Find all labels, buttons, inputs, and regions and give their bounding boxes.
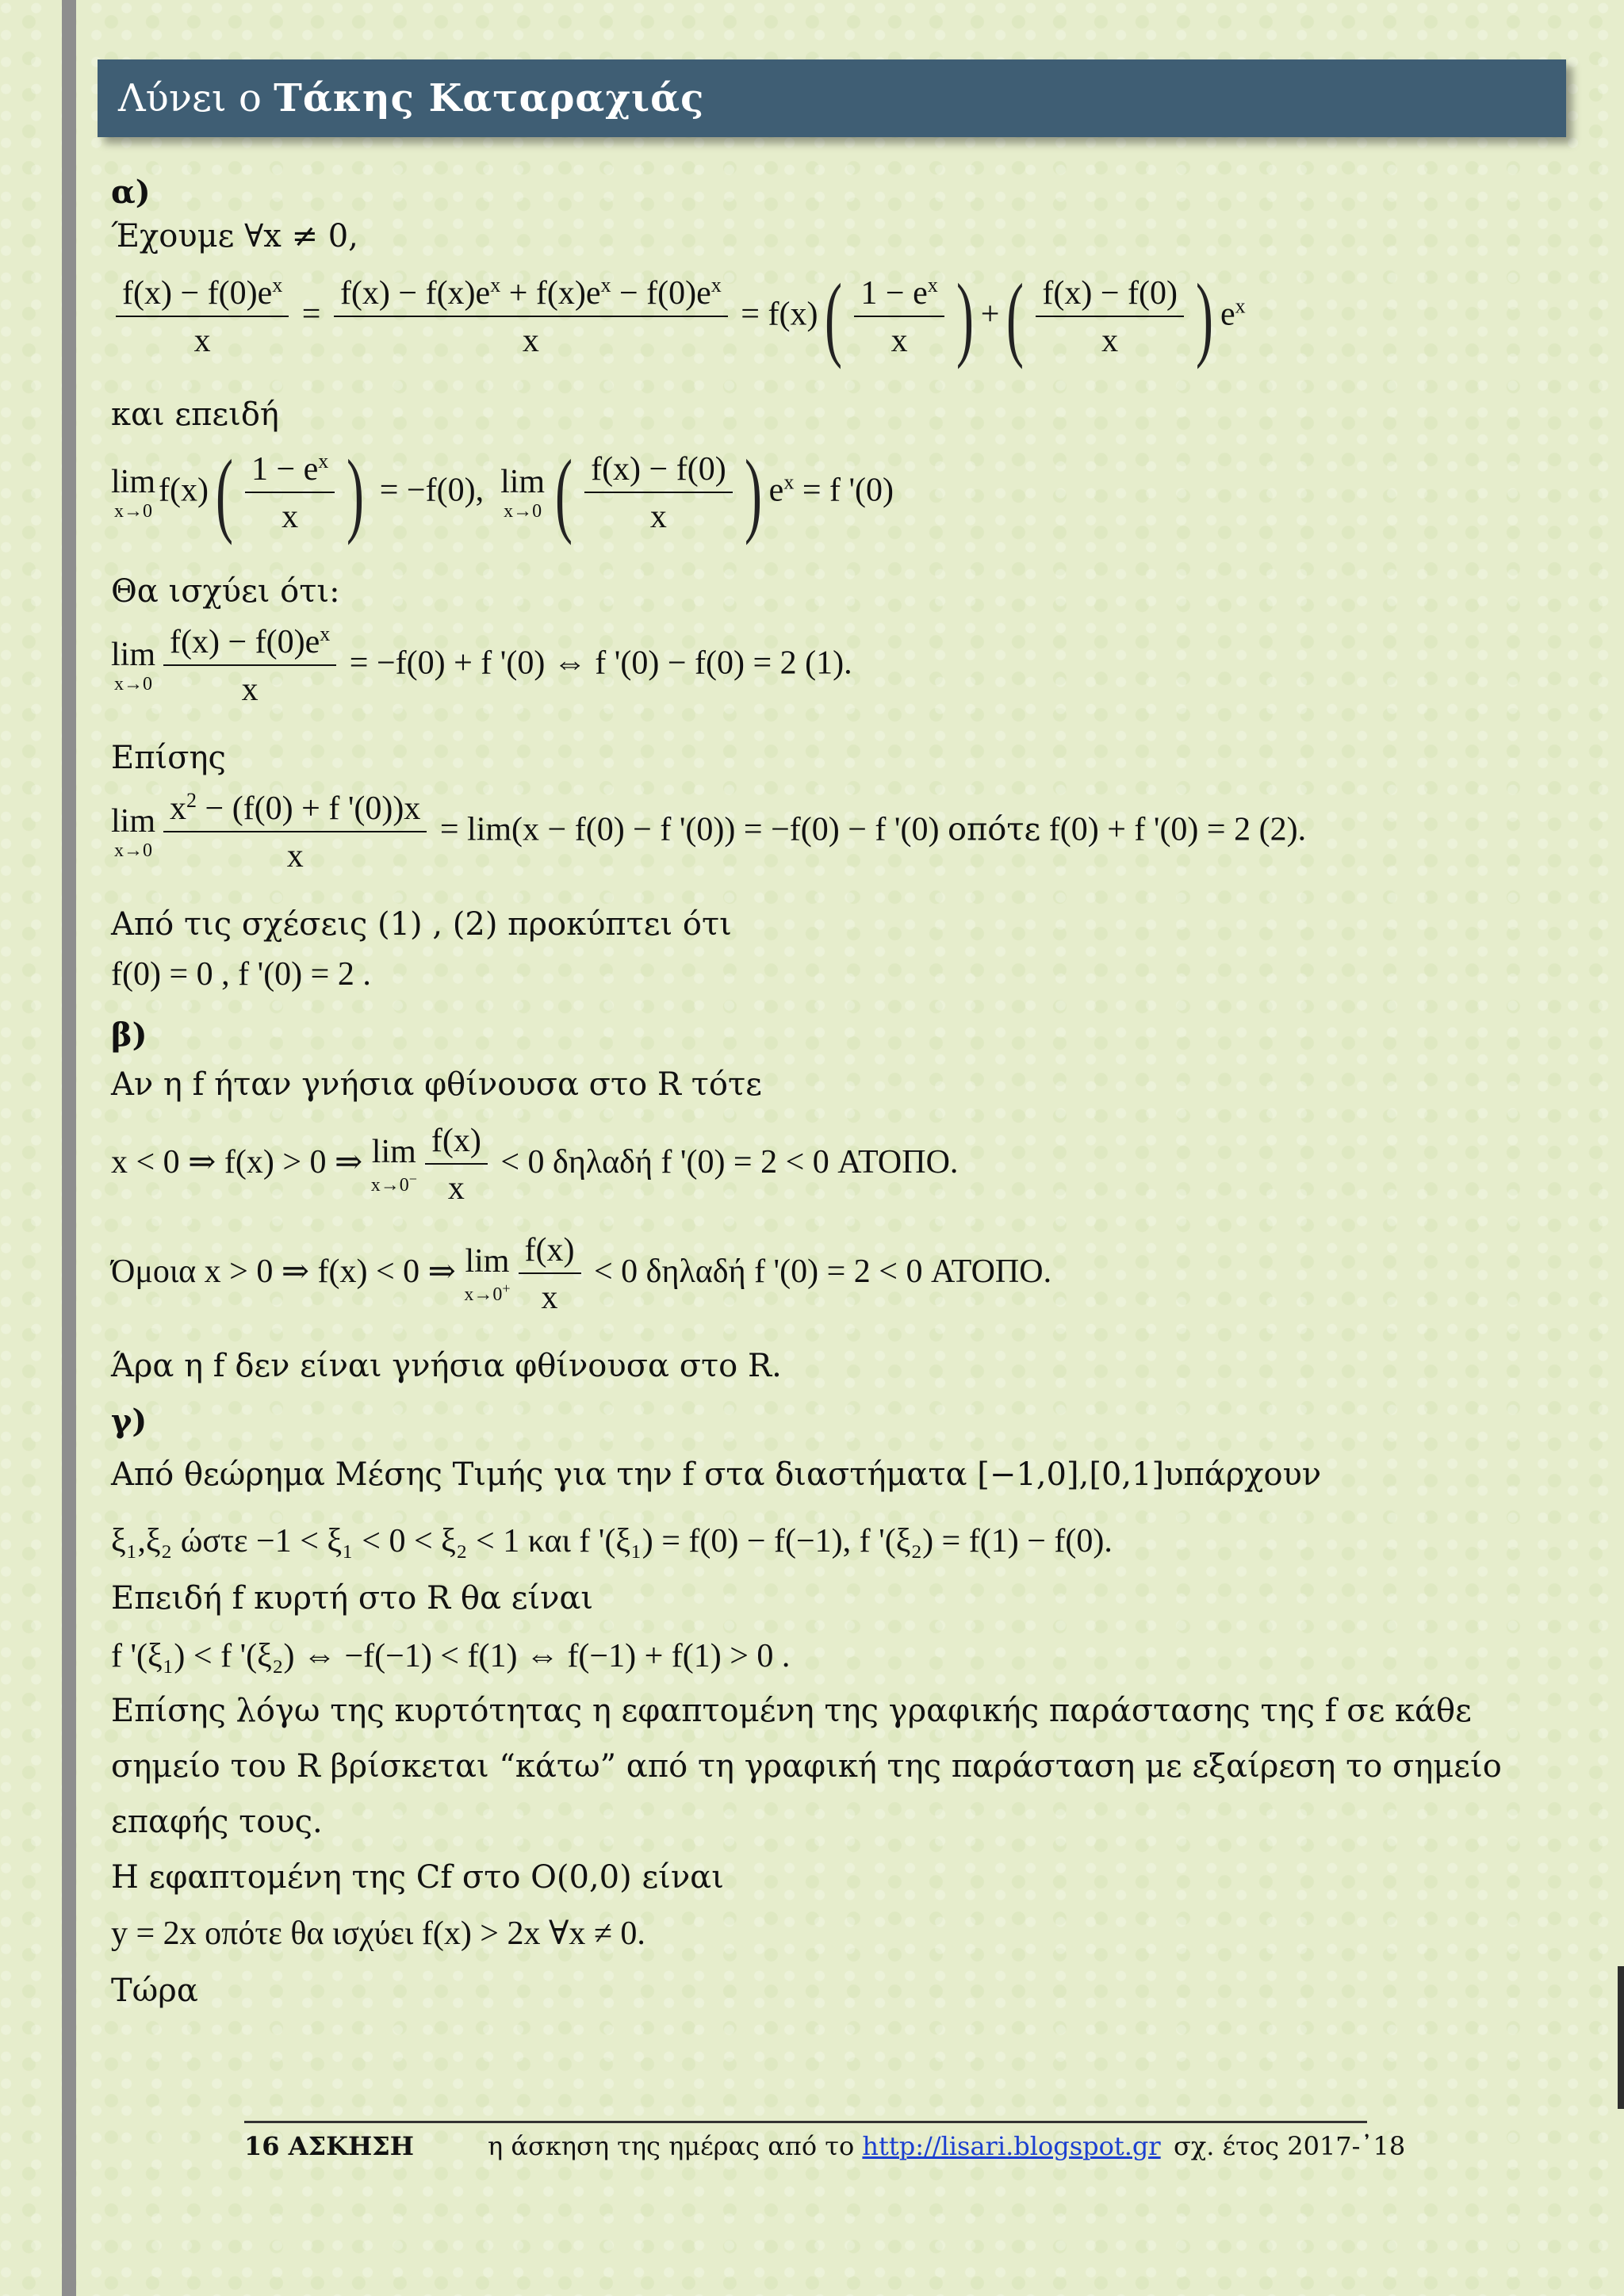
header-title: [118, 59, 704, 137]
term: < 0 δηλαδή f '(0) = 2 < 0 ΑΤΟΠΟ.: [500, 1143, 959, 1181]
frac-den: x: [282, 499, 299, 536]
b-line1: Αν η f ήταν γνήσια φθίνουσα στο R τότε: [111, 1066, 762, 1103]
header-author: Τάκης Καταραχιάς: [274, 76, 705, 121]
lim: [371, 1135, 417, 1195]
c-line8: Η εφαπτομένη της Cf στο O(0,0) είναι: [111, 1859, 724, 1896]
lim-text: lim: [500, 463, 546, 500]
a-line1: Έχουμε ∀x ≠ 0,: [111, 218, 358, 254]
term: = f '(0): [802, 472, 894, 509]
term: f(0) + f '(0) = 2 (2).: [1048, 811, 1307, 848]
term: e: [768, 472, 784, 509]
frac: $\frac{1 - e^x}{x}$: [854, 274, 944, 361]
paren: ): [347, 439, 365, 545]
frac-num: − f(0)e: [611, 275, 711, 312]
page-edge-mark: [1618, 1966, 1624, 2109]
frac: $\frac{1 - e^x}{x}$: [245, 450, 335, 537]
lim-text: lim: [111, 802, 156, 840]
lim: [464, 1242, 511, 1305]
a-also: Επίσης: [111, 740, 226, 776]
frac-den: x: [193, 323, 211, 360]
lim-sub: x→0−: [370, 1170, 417, 1196]
term: = −f(0),: [379, 472, 485, 509]
a-and-since: και επειδή: [111, 396, 279, 433]
frac-den: x: [1101, 322, 1119, 359]
frac-den: x: [241, 672, 259, 709]
footer-exercise-number: 16 ΑΣΚΗΣΗ: [244, 2131, 415, 2161]
frac: [584, 450, 733, 537]
frac-num: f(x): [519, 1231, 581, 1274]
a-limits: lim x→0 f(x)( $\frac{1 - e^x}{x}$ ) = −f(0), lim x→0 ( $\frac{f(x) - f(0)}{x}$ ) $e^x = f$ '(0): [111, 439, 894, 545]
term: οπότε: [947, 811, 1041, 848]
frac: [519, 1231, 581, 1318]
section-a-label: α): [111, 174, 151, 211]
frac-num: 1 − e: [860, 275, 928, 312]
frac-den: x: [541, 1280, 558, 1317]
paren: (: [215, 439, 233, 545]
left-margin-bar: [62, 0, 76, 2296]
lim-sub: x→0: [504, 500, 542, 522]
lim: [111, 465, 155, 521]
term: < 0 δηλαδή f '(0) = 2 < 0 ΑΤΟΠΟ.: [594, 1253, 1052, 1290]
term: = −f(0) + f '(0) ⇔ f '(0) − f(0) = 2 (1).: [349, 645, 852, 682]
frac-den: x: [447, 1170, 465, 1207]
frac: $\frac{f(x) - f(0)e^x}{x}$: [116, 274, 289, 361]
footer-source: [488, 2131, 1161, 2161]
footer-source-text: η άσκηση της ημέρας από το: [488, 2131, 855, 2161]
paren: ): [744, 439, 762, 545]
c-line9: y = 2x οπότε θα ισχύει f(x) > 2x ∀x ≠ 0.: [111, 1915, 645, 1952]
frac-num: f(x) − f(0): [1036, 274, 1184, 317]
frac-num: f(x) − f(x)e: [339, 275, 491, 312]
lim-sub-text: x→0: [370, 1174, 409, 1196]
lim-text: lim: [465, 1242, 510, 1280]
lim-sub: x→0: [114, 500, 152, 522]
term: Όμοια x > 0 ⇒ f(x) < 0 ⇒: [111, 1253, 456, 1290]
c-line6: σημείο του R βρίσκεται “κάτω” από τη γραφική της παράσταση με εξαίρεση το σημείο: [111, 1748, 1502, 1785]
section-b-label: β): [111, 1016, 147, 1054]
a-equation1: $\frac{f(x) - f(0)e^x}{x}$ = $\frac{f(x) - f(x)e^x + f(x)e^x - f(0)e^x}{x}$ = f(x)( $\frac{1 - e^x}{x}$ ) +( $\frac{f(x) - f(0)}{x}$ ) $e^x$: [111, 274, 1246, 361]
frac-den: x: [286, 838, 304, 875]
lim: [111, 638, 155, 694]
lim-text: lim: [111, 463, 156, 500]
term: = f(x): [741, 296, 818, 333]
frac: $\frac{f(x) - f(0)e^x}{x}$: [163, 622, 336, 710]
frac-num: f(x) − f(0): [584, 450, 733, 493]
c-line1: Από θεώρημα Μέσης Τιμής για την f στα διαστήματα [−1,0],[0,1]υπάρχουν: [111, 1456, 1322, 1493]
frac-num: 1 − e: [251, 451, 319, 488]
frac: [425, 1122, 488, 1208]
a-equation4: [111, 789, 1306, 876]
c-line7: επαφής τους.: [111, 1804, 323, 1840]
frac-den: x: [649, 498, 667, 535]
frac-den: x: [891, 323, 908, 360]
frac: [1036, 274, 1184, 361]
term: = lim(x − f(0) − f '(0)) = −f(0) − f '(0): [439, 811, 940, 848]
frac-num: x: [170, 790, 187, 827]
paren: (: [1006, 263, 1025, 369]
lim-text: lim: [111, 636, 156, 673]
lim-sub: x→0+: [464, 1280, 511, 1305]
term: f(x): [159, 472, 209, 509]
c-line10: Τώρα: [111, 1973, 198, 2009]
paren: (: [825, 263, 843, 369]
header-prefix: Λύνει ο: [118, 76, 262, 121]
lim: [111, 802, 156, 861]
frac: $\frac{f(x) - f(x)e^x + f(x)e^x - f(0)e^x}{x}$: [334, 274, 728, 361]
frac-den: x: [522, 323, 539, 360]
a-equation3: [111, 622, 852, 710]
b-conclusion: Άρα η f δεν είναι γνήσια φθίνουσα στο R.: [111, 1348, 782, 1384]
c-line4: f '(ξ₁) < f '(ξ₂) ⇔ −f(−1) < f(1) ⇔ f(−1) + f(1) > 0 .: [111, 1638, 791, 1674]
c-line2: ξ₁,ξ₂ ώστε −1 < ξ₁ < 0 < ξ₂ < 1 και f '(ξ₁) = f(0) − f(−1), f '(ξ₂) = f(1) − f(0).: [111, 1523, 1113, 1559]
c-line5: Επίσης λόγω της κυρτότητας η εφαπτομένη της γραφικής παράστασης της f σε κάθε: [111, 1693, 1472, 1729]
frac-num: − (f(0) + f '(0))x: [197, 790, 421, 827]
footer-link[interactable]: http://lisari.blogspot.gr: [862, 2131, 1161, 2161]
lim-sub-text: x→0: [464, 1284, 503, 1305]
lim-sub: x→0: [114, 840, 152, 861]
frac-num: f(x) − f(0)e: [170, 624, 320, 660]
paren: ): [956, 263, 974, 369]
c-line3: Επειδή f κυρτή στο R θα είναι: [111, 1580, 594, 1617]
b-line3: [111, 1231, 1051, 1318]
lim-sub: x→0: [114, 673, 152, 695]
section-c-label: γ): [111, 1402, 147, 1440]
term: e: [1220, 296, 1235, 333]
paren: ): [1195, 263, 1213, 369]
frac-num: f(x) − f(0)e: [122, 275, 273, 312]
a-result: f(0) = 0 , f '(0) = 2 .: [111, 956, 371, 993]
footer-school-year: σχ. έτος 2017-᾽18: [1174, 2131, 1406, 2161]
b-line2: [111, 1122, 958, 1208]
a-from-relations: Από τις σχέσεις (1) , (2) προκύπτει ότι: [111, 906, 732, 943]
frac-num: + f(x)e: [500, 275, 601, 312]
lim: [500, 465, 545, 521]
frac: $\frac{x^2 - (f(0) + f '(0))x}{x}$: [163, 789, 427, 876]
a-will-hold: Θα ισχύει ότι:: [111, 573, 340, 610]
footer-rule: [244, 2121, 1367, 2123]
lim-text: lim: [371, 1133, 416, 1170]
paren: (: [555, 439, 573, 545]
frac-num: f(x): [425, 1122, 488, 1165]
term: x < 0 ⇒ f(x) > 0 ⇒: [111, 1143, 363, 1181]
header-banner: [98, 59, 1566, 137]
